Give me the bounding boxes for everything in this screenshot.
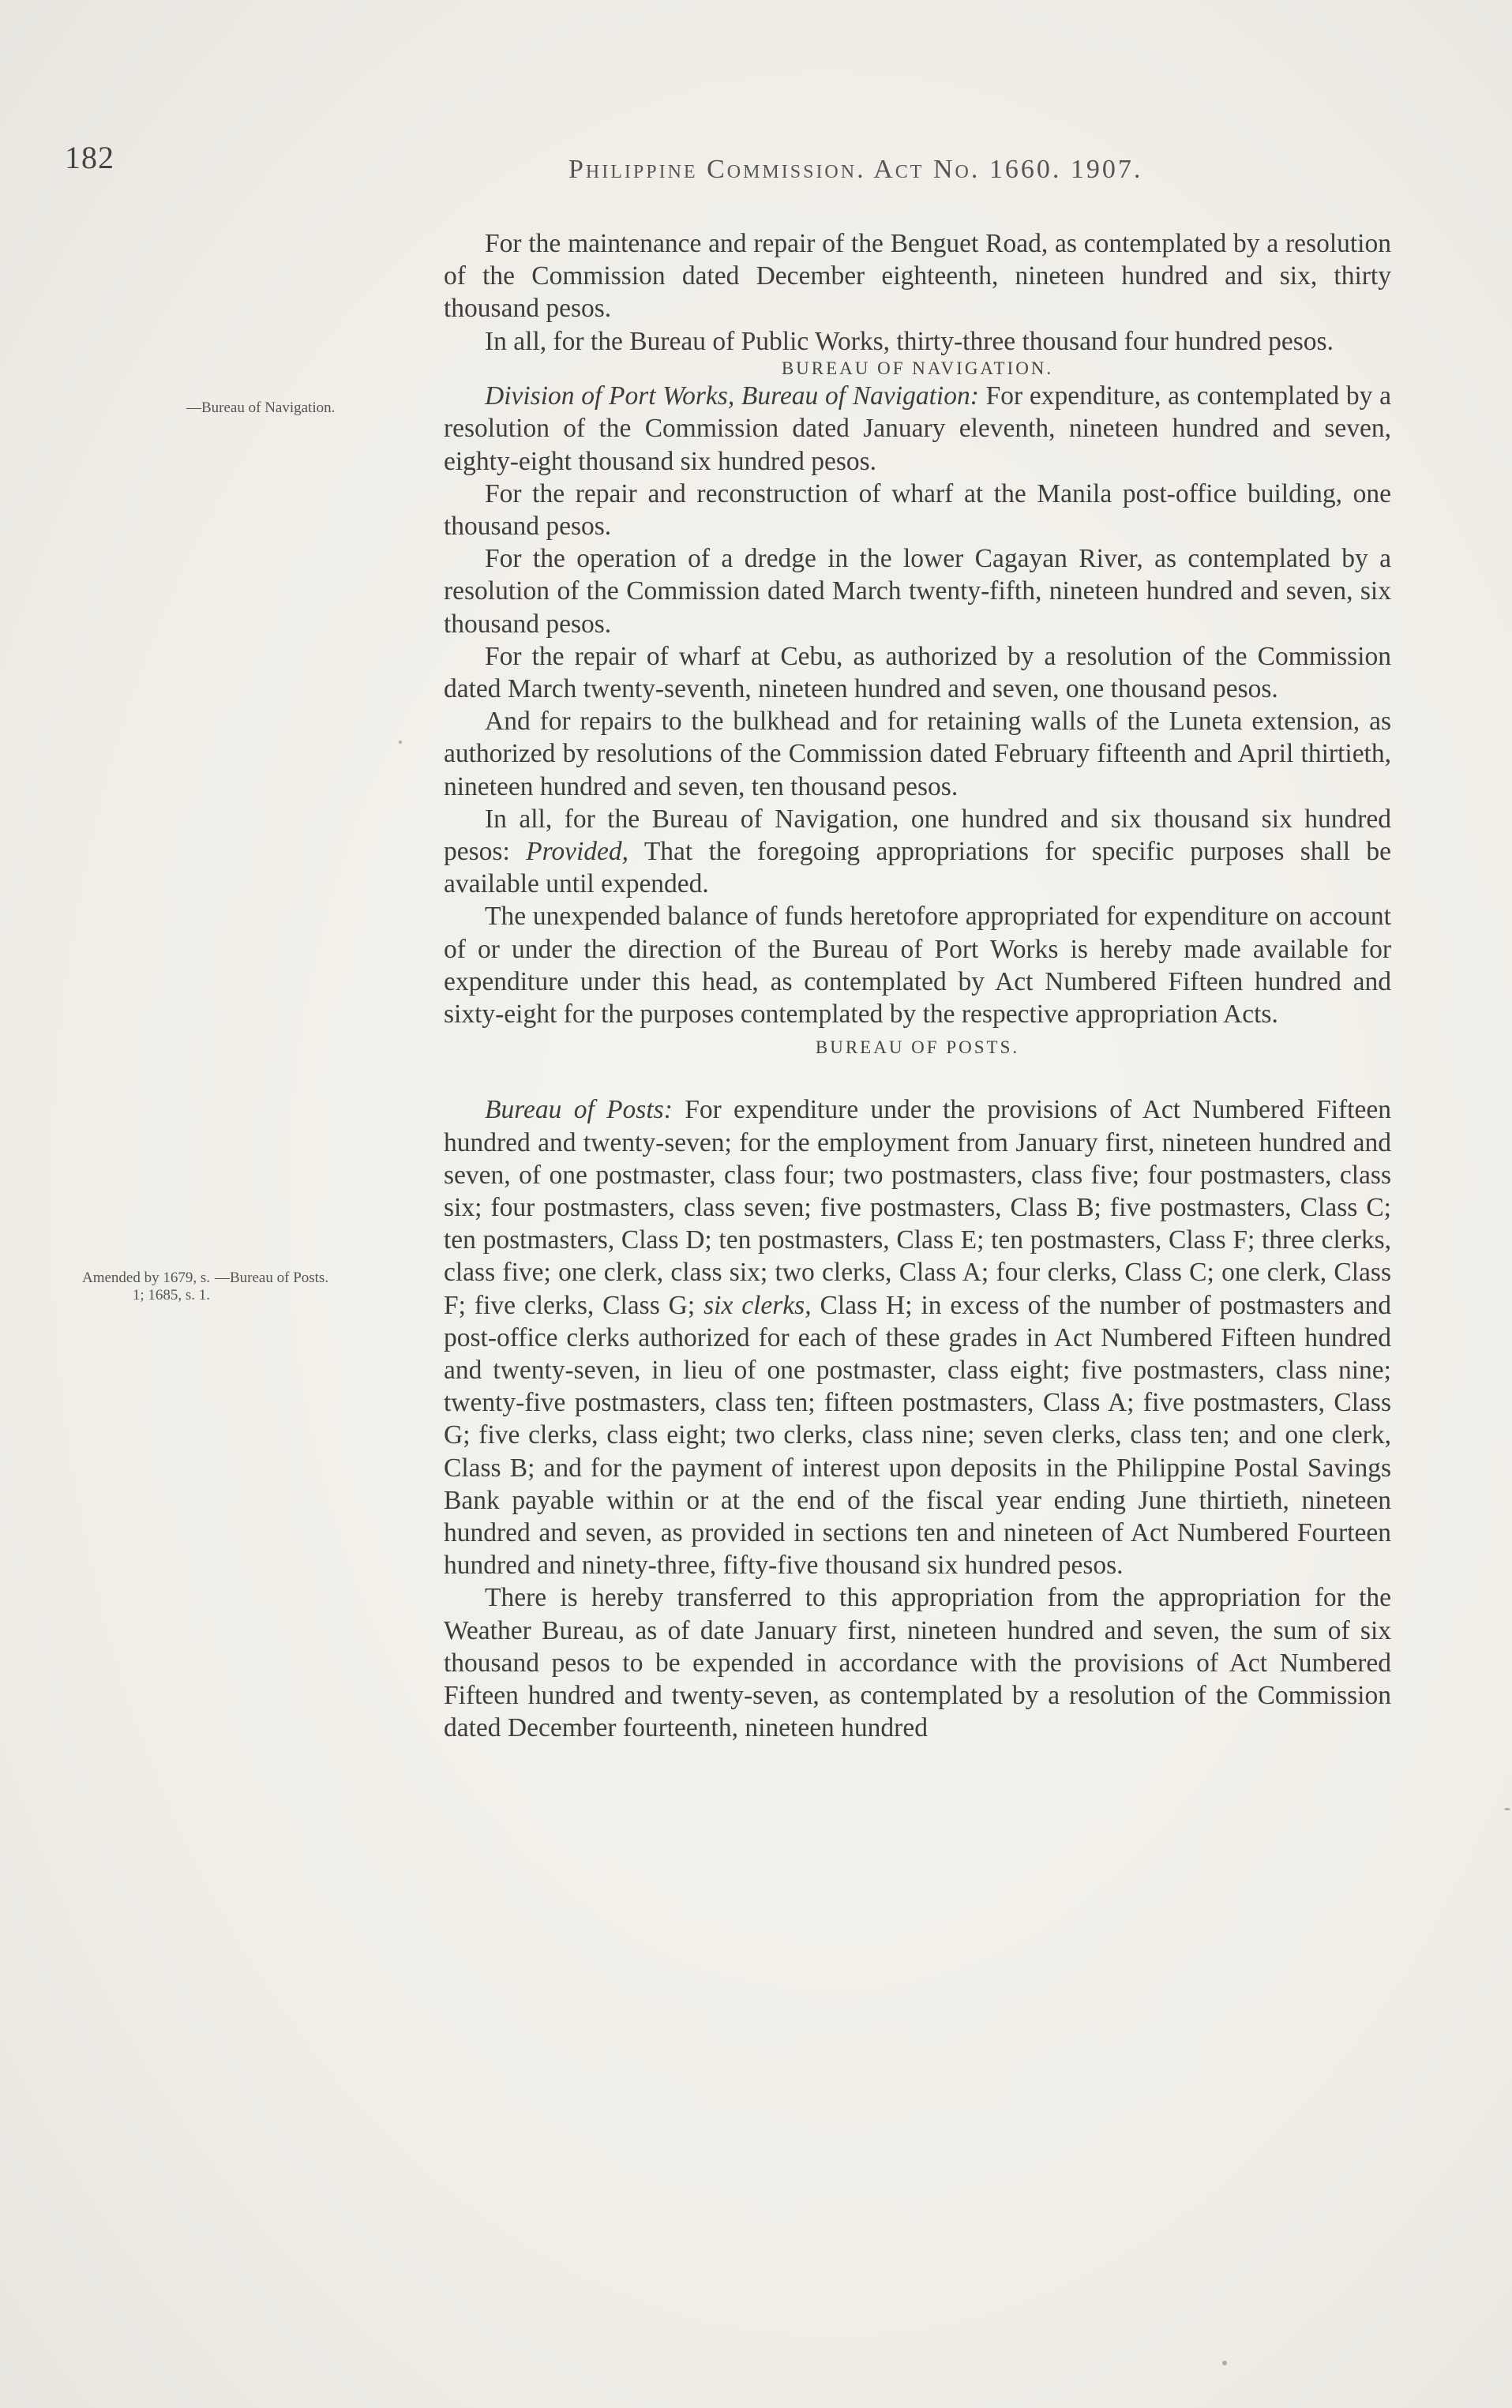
margin-note-amended: Amended by 1679, s. 1; 1685, s. 1. <box>81 1270 210 1303</box>
paragraph: For the repair of wharf at Cebu, as authorized by a resolution of the Commission dated March twenty-seventh, nineteen hundred and seven, one thousand pesos. <box>444 641 1391 703</box>
scan-speck <box>1222 2361 1227 2365</box>
page-number: 182 <box>65 140 114 175</box>
running-head: Philippine Commission. Act No. 1660. 1907. <box>568 155 1143 184</box>
paragraph: For the operation of a dredge in the lower Cagayan River, as contemplated by a resolution of the Commission dated March twenty-fifth, nineteen hundred and seven, six thousand pesos. <box>444 544 1391 639</box>
paragraph-text: Class H; in excess of the number of postmasters and post-office clerks authorized for each of these grades in Act Numbered Fifteen hundred and twenty-seven, in lieu of one postmaster, class eight; five postmasters, class nine; twenty-five postmasters, class ten; fifteen postmasters, Class A; five postmasters, Class G; five clerks, class eight; two clerks, class nine; seven clerks, class ten; and one clerk, Class B; and for the payment of interest upon deposits in the Philippine Postal Savings Bank payable within or at the end of the fiscal year ending June thirtieth, nineteen hundred and seven, as provided in sections ten and nineteen of Act Numbered Fourteen hundred and ninety-three, fifty-five thousand six hundred pesos. <box>444 1290 1391 1581</box>
paragraph-text: For expenditure under the provisions of Act Numbered Fifteen hundred and twenty-seven; for the employment from January first, nineteen hundred and seven, of one postmaster, class four; two postmasters, class five; four postmasters, class six; four postmasters, class seven; five postmasters, Class B; five postmasters, Class C; ten postmasters, Class D; ten postmasters, Class E; ten postmasters, Class F; three clerks, class five; one clerk, class six; two clerks, Class A; four clerks, Class C; one clerk, Class F; five clerks, Class G; <box>444 1095 1392 1320</box>
paragraph: And for repairs to the bulkhead and for retaining walls of the Luneta extension, as authorized by resolutions of the Commission dated February fifteenth and April thirtieth, nineteen hundred and seven, ten thousand pesos. <box>444 707 1391 801</box>
paragraph-text: That the foregoing appropriations for specific purposes shall be available until expended. <box>444 836 1392 899</box>
body-text <box>444 227 1391 1745</box>
paragraph: For the maintenance and repair of the Benguet Road, as contemplated by a resolution of the Commission dated December eighteenth, nineteen hundred and six, thirty thousand pesos. <box>444 229 1391 324</box>
paragraph: For the repair and reconstruction of wharf at the Manila post-office building, one thousand pesos. <box>444 478 1391 541</box>
paragraph <box>444 803 1391 901</box>
paragraph <box>444 380 1391 478</box>
margin-note-navigation: —Bureau of Navigation. <box>186 399 336 416</box>
paragraph: There is hereby transferred to this appropriation from the appropriation for the Weather Bureau, as of date January first, nineteen hundred and seven, the sum of six thousand pesos to be expended in accordance with the provisions of Act Numbered Fifteen hundred and twenty-seven, as contemplated by a resolution of the Commission dated December fourteenth, nineteen hundred <box>444 1583 1391 1743</box>
section-heading-navigation: BUREAU OF NAVIGATION. <box>781 358 1054 378</box>
paragraph-text: For expenditure, as contemplated by a resolution of the Commission dated January eleventh, nineteen hundred and seven, eighty-eight thousand six hundred pesos. <box>444 381 1391 476</box>
paragraph: The unexpended balance of funds heretofore appropriated for expenditure on account of or under the direction of the Bureau of Port Works is hereby made available for expenditure under this head, as contemplated by Act Numbered Fifteen hundred and sixty-eight for the purposes contemplated by the respective appropriation Acts. <box>444 902 1391 1029</box>
paragraph-lead: Bureau of Posts: <box>485 1095 673 1125</box>
scan-speck <box>1504 1808 1510 1810</box>
paragraph-lead: Division of Port Works, Bureau of Navigation: <box>485 381 979 411</box>
paragraph: In all, for the Bureau of Public Works, thirty-three thousand four hundred pesos. <box>485 326 1334 356</box>
paragraph-text: In all, for the Bureau of Navigation, one hundred and six thousand six hundred pesos: <box>444 804 1391 866</box>
scan-speck <box>399 741 402 744</box>
provided-word: Provided, <box>526 836 629 866</box>
margin-note-posts: —Bureau of Posts. <box>215 1270 329 1286</box>
paragraph-italic: six clerks, <box>703 1290 812 1320</box>
section-heading-posts: BUREAU OF POSTS. <box>815 1037 1020 1058</box>
paragraph <box>444 1093 1391 1581</box>
